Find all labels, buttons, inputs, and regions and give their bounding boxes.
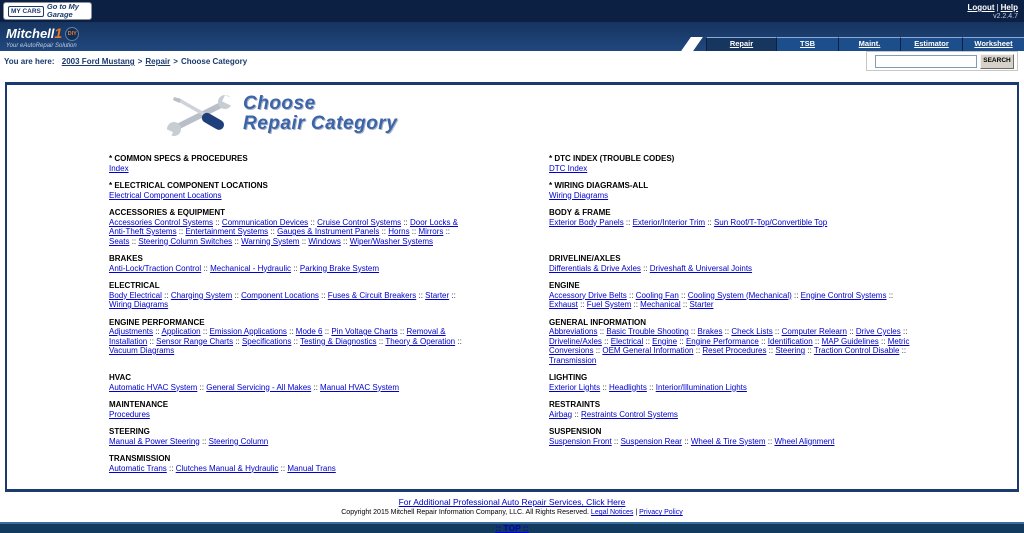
category-link[interactable]: Wiring Diagrams — [549, 190, 609, 200]
category-links — [109, 291, 471, 310]
link-separator: :: — [722, 327, 732, 336]
link-separator: :: — [416, 290, 426, 300]
category-link[interactable]: Emission Applications — [209, 327, 287, 336]
category-link[interactable]: Engine — [652, 336, 678, 346]
category-links — [109, 164, 471, 174]
link-separator: :: — [878, 336, 888, 346]
category-links — [549, 218, 911, 228]
link-separator: :: — [600, 382, 610, 392]
category-links — [109, 327, 471, 356]
category-link[interactable]: Mode 6 — [295, 327, 323, 336]
link-separator: :: — [455, 336, 462, 346]
link-separator: :: — [593, 346, 603, 355]
category-link[interactable]: Sensor Range Charts — [156, 336, 234, 346]
category-link[interactable]: Electrical Component Locations — [109, 190, 222, 200]
category-link[interactable]: Headlights — [609, 382, 647, 392]
category-title: * ELECTRICAL COMPONENT LOCATIONS — [109, 181, 268, 190]
category-link[interactable]: Mechanical — [640, 300, 681, 309]
category-link[interactable]: General Servicing - All Makes — [206, 382, 312, 392]
link-separator: :: — [278, 463, 288, 473]
session-links — [967, 3, 1018, 20]
category-link[interactable]: DTC Index — [549, 163, 588, 173]
category-title: * WIRING DIAGRAMS-ALL — [549, 181, 649, 190]
category-title: LIGHTING — [549, 373, 588, 382]
link-separator: :: — [758, 336, 768, 346]
page-title-line1: Choose — [243, 93, 316, 114]
main-content-box — [5, 82, 1019, 492]
link-separator: :: — [200, 327, 210, 336]
mitchell1-logo[interactable] — [6, 25, 79, 49]
search-button[interactable]: SEARCH — [980, 54, 1014, 69]
wrench-screwdriver-icon — [167, 92, 233, 136]
link-separator: :: — [397, 327, 407, 336]
link-separator: :: — [379, 227, 389, 236]
category-link[interactable]: Wheel Alignment — [774, 436, 835, 446]
category-cell — [549, 318, 911, 366]
link-separator: :: — [601, 336, 611, 346]
category-links — [109, 437, 471, 447]
link-separator: :: — [147, 336, 157, 346]
link-separator: :: — [299, 236, 309, 246]
category-link[interactable]: Warning System — [241, 236, 300, 246]
category-link[interactable]: Exterior Lights — [549, 382, 601, 392]
category-links — [549, 264, 911, 274]
category-cell — [109, 454, 471, 473]
link-separator: :: — [176, 227, 186, 236]
tab-repair[interactable]: Repair — [706, 37, 776, 51]
category-cell — [549, 181, 911, 200]
category-link[interactable]: Windows — [308, 236, 341, 246]
category-links — [109, 383, 471, 393]
category-link[interactable]: Cooling Fan — [635, 290, 679, 300]
logo-tagline: Your eAutoRepair Solution — [6, 43, 77, 49]
version-label: v2.2.4.7 — [993, 13, 1018, 20]
link-separator: :: — [286, 327, 296, 336]
category-title: RESTRAINTS — [549, 400, 601, 409]
category-link[interactable]: Horns — [388, 227, 410, 236]
category-link[interactable]: Communication Devices — [221, 217, 309, 227]
link-separator: :: — [791, 290, 801, 300]
page-title — [243, 94, 397, 134]
category-link[interactable]: Metric Conversions — [549, 336, 910, 355]
category-links — [549, 437, 911, 447]
link-separator: :: — [232, 236, 242, 246]
link-separator: :: — [161, 290, 171, 300]
category-links — [109, 191, 471, 201]
category-link[interactable]: Airbag — [549, 409, 573, 419]
category-link[interactable]: Seats — [109, 236, 130, 246]
link-separator: :: — [678, 290, 688, 300]
category-link[interactable]: Removal & Installation — [109, 327, 446, 346]
top-bar — [0, 0, 1024, 22]
link-separator: :: — [449, 290, 456, 300]
logo-brand-text: Mitchell — [6, 26, 55, 41]
category-title: TRANSMISSION — [109, 454, 171, 463]
category-link[interactable]: Testing & Diagnostics — [300, 336, 377, 346]
category-link[interactable]: Component Locations — [241, 290, 319, 300]
category-cell — [109, 154, 471, 173]
category-title: HVAC — [109, 373, 132, 382]
garage-button-label: Go to My Garage — [46, 2, 79, 19]
category-title: ENGINE PERFORMANCE — [109, 317, 205, 327]
link-separator: :: — [772, 327, 782, 336]
link-separator: :: — [233, 336, 242, 346]
category-link[interactable]: Manual & Power Steering — [109, 436, 200, 446]
category-link[interactable]: Sun Roof/T-Top/Convertible Top — [713, 217, 828, 227]
page-header — [167, 92, 1017, 142]
category-cell — [549, 208, 911, 246]
link-separator: :: — [197, 382, 207, 392]
category-cell — [109, 318, 471, 366]
category-link[interactable]: Check Lists — [731, 327, 773, 336]
tab-diagonal-decoration — [681, 37, 703, 51]
category-link[interactable]: Procedures — [109, 409, 150, 419]
category-title: ENGINE — [549, 281, 580, 290]
link-separator: :: — [153, 327, 162, 336]
category-cell — [109, 427, 471, 446]
category-cell — [549, 254, 911, 273]
category-link[interactable]: Restraints Control Systems — [581, 409, 678, 419]
category-title: BODY & FRAME — [549, 208, 611, 217]
category-cell — [109, 181, 471, 200]
link-separator: :: — [376, 336, 386, 346]
category-cell — [549, 373, 911, 392]
category-cell — [549, 281, 911, 310]
category-link[interactable]: Accessories Control Systems — [109, 217, 214, 227]
link-separator: :: — [291, 336, 301, 346]
category-link[interactable]: Computer Relearn — [781, 327, 847, 336]
category-title: * COMMON SPECS & PROCEDURES — [109, 154, 248, 163]
search-input[interactable] — [875, 55, 977, 68]
category-link[interactable]: Automatic Trans — [109, 463, 167, 473]
category-link[interactable]: Fuel System — [586, 300, 632, 309]
category-title: DRIVELINE/AXLES — [549, 254, 621, 263]
link-separator: :: — [213, 217, 222, 227]
category-link[interactable]: Charging System — [170, 290, 233, 300]
copyright-line — [0, 509, 1024, 516]
tab-tsb[interactable]: TSB — [776, 37, 838, 51]
link-separator: :: — [311, 382, 321, 392]
category-link[interactable]: Wiper/Washer Systems — [349, 236, 433, 246]
link-separator: :: — [409, 227, 419, 236]
category-link[interactable]: Steering — [775, 346, 806, 355]
category-link[interactable]: Steering Column — [208, 436, 269, 446]
license-plate-icon: MY CARS — [8, 6, 44, 17]
page-title-line2: Repair Category — [243, 113, 398, 134]
category-link[interactable]: Manual Trans — [287, 463, 336, 473]
link-separator: :: — [129, 236, 139, 246]
search-area — [866, 51, 1018, 71]
category-link[interactable]: Driveline/Axles — [549, 336, 602, 346]
link-separator: :: — [340, 236, 350, 246]
link-separator: :: — [401, 217, 410, 227]
link-separator: :: — [308, 217, 318, 227]
link-divider: | — [996, 3, 999, 12]
link-separator: :: — [577, 300, 587, 309]
link-divider: | — [635, 509, 638, 516]
category-link[interactable]: Starter — [425, 290, 450, 300]
link-separator: :: — [681, 436, 691, 446]
privacy-policy-link[interactable]: Privacy Policy — [639, 509, 683, 516]
category-cell — [109, 281, 471, 310]
category-link[interactable]: Application — [161, 327, 201, 336]
link-separator: :: — [886, 290, 894, 300]
my-garage-button[interactable] — [3, 2, 92, 20]
category-link[interactable]: Body Electrical — [109, 290, 162, 300]
category-link[interactable]: Entertainment Systems — [185, 227, 269, 236]
link-separator: :: — [166, 463, 176, 473]
category-link[interactable]: MAP Guidelines — [821, 336, 879, 346]
category-links — [549, 191, 911, 201]
link-separator: :: — [631, 300, 641, 309]
category-link[interactable]: Theory & Operation — [385, 336, 456, 346]
category-title: MAINTENANCE — [109, 400, 169, 409]
category-link[interactable]: Abbreviations — [549, 327, 598, 336]
link-separator: :: — [232, 290, 242, 300]
link-separator: :: — [268, 227, 278, 236]
category-cell — [549, 400, 911, 419]
link-separator: :: — [680, 300, 690, 309]
category-link[interactable]: Transmission — [549, 355, 597, 365]
category-link[interactable]: Door Locks & Anti-Theft Systems — [109, 217, 459, 236]
category-link[interactable]: Reset Procedures — [702, 346, 767, 355]
tab-worksheet[interactable]: Worksheet — [962, 37, 1024, 51]
category-link[interactable]: Basic Trouble Shooting — [606, 327, 689, 336]
breadcrumb-row — [0, 51, 1024, 71]
copyright-text: Copyright 2015 Mitchell Repair Information Company, LLC. All Rights Reserved. — [341, 509, 589, 516]
tab-estimator[interactable]: Estimator — [900, 37, 962, 51]
category-link[interactable]: Gauges & Instrument Panels — [277, 227, 380, 236]
category-links — [109, 464, 471, 474]
link-separator: :: — [688, 327, 698, 336]
breadcrumb-prefix: You are here: — [4, 57, 55, 66]
category-link[interactable]: Specifications — [241, 336, 292, 346]
category-link[interactable]: Cruise Control Systems — [317, 217, 402, 227]
additional-services-link[interactable]: For Additional Professional Auto Repair Services, Click Here — [398, 497, 626, 507]
category-link[interactable]: Fuses & Circuit Breakers — [327, 290, 417, 300]
link-separator: :: — [597, 327, 607, 336]
category-link[interactable]: Engine Control Systems — [800, 290, 887, 300]
legal-notices-link[interactable]: Legal Notices — [590, 509, 634, 516]
link-separator: :: — [766, 346, 776, 355]
category-link[interactable]: Vacuum Diagrams — [109, 346, 175, 355]
category-link[interactable]: Clutches Manual & Hydraulic — [175, 463, 279, 473]
breadcrumb-separator: > — [173, 57, 178, 66]
link-separator: :: — [572, 409, 582, 419]
category-link[interactable]: Parking Brake System — [299, 263, 380, 273]
category-links — [549, 164, 911, 174]
link-separator: :: — [322, 327, 332, 336]
link-separator: :: — [646, 382, 656, 392]
link-separator: :: — [677, 336, 686, 346]
breadcrumb-item: Choose Category — [180, 57, 248, 66]
category-link[interactable]: Differentials & Drive Axles — [549, 263, 641, 273]
category-link[interactable]: Exhaust — [549, 300, 578, 309]
category-title: SUSPENSION — [549, 427, 602, 436]
category-link[interactable]: Index — [109, 163, 129, 173]
category-link[interactable]: Mechanical - Hydraulic — [210, 263, 291, 273]
category-link[interactable]: Adjustments — [109, 327, 154, 336]
link-separator: :: — [611, 436, 621, 446]
link-separator: :: — [899, 346, 907, 355]
link-separator: :: — [812, 336, 822, 346]
link-separator: :: — [693, 346, 703, 355]
link-separator: :: — [291, 263, 300, 273]
category-cell — [109, 400, 471, 419]
category-link[interactable]: Traction Control Disable — [813, 346, 900, 355]
link-separator: :: — [623, 217, 633, 227]
category-cell — [109, 208, 471, 246]
top-link[interactable]: :: TOP :: — [495, 523, 529, 533]
link-separator: :: — [900, 327, 908, 336]
category-links — [549, 291, 911, 310]
category-cell — [109, 254, 471, 273]
link-separator: :: — [705, 217, 714, 227]
logo-one-text: 1 — [54, 25, 63, 41]
category-link[interactable]: Exterior/Interior Trim — [632, 217, 706, 227]
page-footer — [0, 492, 1024, 533]
category-title: BRAKES — [109, 254, 143, 263]
category-links — [109, 410, 471, 420]
category-link[interactable]: Starter — [689, 300, 714, 309]
breadcrumb-separator: > — [137, 57, 143, 66]
category-link[interactable]: Mirrors — [418, 227, 444, 236]
category-cell — [549, 454, 911, 473]
logo-bar — [0, 22, 1024, 51]
breadcrumb-item[interactable]: Repair — [145, 57, 171, 66]
category-link[interactable]: Brakes — [697, 327, 723, 336]
link-separator: :: — [201, 263, 211, 273]
link-separator: :: — [846, 327, 856, 336]
link-separator: :: — [626, 290, 636, 300]
tab-maint[interactable]: Maint. — [838, 37, 900, 51]
category-grid — [109, 154, 1017, 481]
category-title: STEERING — [109, 427, 150, 436]
category-title: ELECTRICAL — [109, 281, 160, 290]
category-links — [549, 410, 911, 420]
category-link[interactable]: Manual HVAC System — [320, 382, 400, 392]
diy-badge-icon: DIY — [65, 27, 79, 41]
category-link[interactable]: Automatic HVAC System — [109, 382, 198, 392]
category-link[interactable]: Suspension Rear — [620, 436, 682, 446]
category-link[interactable]: Drive Cycles — [855, 327, 901, 336]
logout-link[interactable]: Logout — [967, 3, 995, 12]
category-links — [549, 383, 911, 393]
category-link[interactable]: Steering Column Switches — [138, 236, 233, 246]
category-link[interactable]: Accessory Drive Belts — [549, 290, 627, 300]
category-cell — [109, 373, 471, 392]
category-link[interactable]: Electrical — [610, 336, 644, 346]
link-separator: :: — [765, 436, 775, 446]
category-link[interactable]: Cooling System (Mechanical) — [687, 290, 792, 300]
link-separator: :: — [640, 263, 650, 273]
breadcrumb-item[interactable]: 2003 Ford Mustang — [61, 57, 135, 66]
category-links — [109, 218, 471, 247]
category-link[interactable]: Exterior Body Panels — [549, 217, 624, 227]
category-links — [109, 264, 471, 274]
category-link[interactable]: OEM General Information — [602, 346, 694, 355]
link-separator: :: — [443, 227, 451, 236]
category-title: * DTC INDEX (TROUBLE CODES) — [549, 154, 675, 163]
category-link[interactable]: Suspension Front — [549, 436, 612, 446]
category-link[interactable]: Pin Voltage Charts — [331, 327, 398, 336]
breadcrumb — [4, 57, 247, 66]
category-link[interactable]: Identification — [767, 336, 813, 346]
link-separator: :: — [318, 290, 328, 300]
category-link[interactable]: Interior/Illumination Lights — [655, 382, 747, 392]
link-separator: :: — [199, 436, 209, 446]
category-links — [549, 327, 911, 365]
category-link[interactable]: Wiring Diagrams — [109, 300, 169, 309]
category-cell — [549, 154, 911, 173]
link-separator: :: — [643, 336, 653, 346]
category-cell — [549, 427, 911, 446]
category-link[interactable]: Driveshaft & Universal Joints — [649, 263, 753, 273]
tab-strip — [686, 37, 1024, 51]
help-link[interactable]: Help — [1000, 3, 1018, 12]
category-link[interactable]: Anti-Lock/Traction Control — [109, 263, 202, 273]
link-separator: :: — [805, 346, 814, 355]
category-title: GENERAL INFORMATION — [549, 317, 647, 327]
category-link[interactable]: Engine Performance — [685, 336, 759, 346]
category-title: ACCESSORIES & EQUIPMENT — [109, 208, 226, 217]
category-link[interactable]: Wheel & Tire System — [690, 436, 766, 446]
